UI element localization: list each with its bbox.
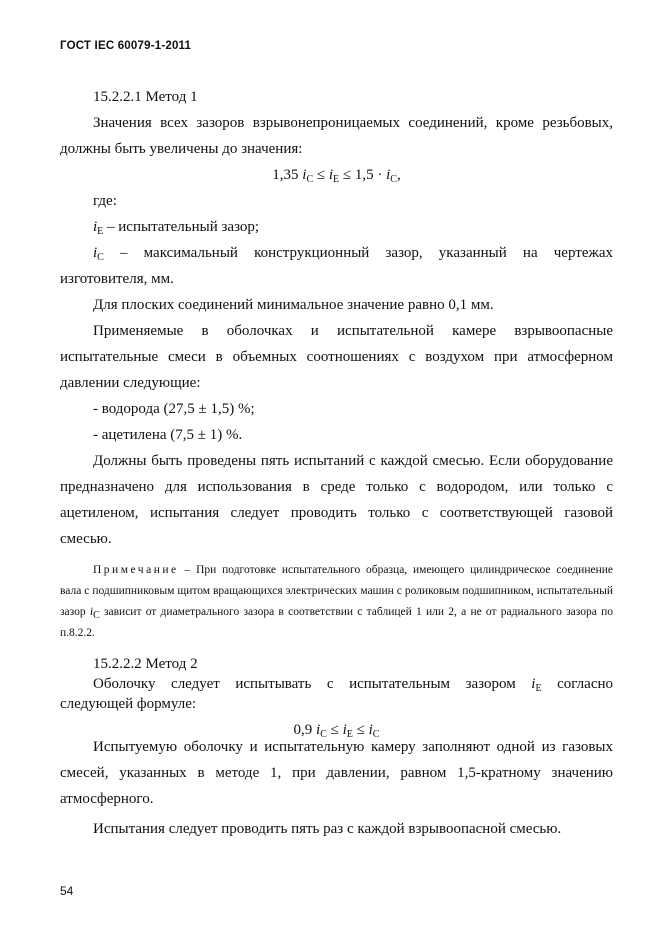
flat-joints-paragraph: Для плоских соединений минимальное значение равно 0,1 мм. bbox=[93, 297, 494, 313]
method-2-intro-cont: следующей формуле: bbox=[60, 696, 197, 712]
method-2-intro: Оболочку следует испытывать с испытательным зазором $i_E$ согласно bbox=[93, 676, 614, 694]
method-2-heading: 15.2.2.2 Метод 2 bbox=[93, 656, 198, 672]
filling-paragraph: Испытуемую оболочку и испытательную камеру заполняют одной из газовых смесей, указанных в методе 1, при давлении, равном 1,5-кратному значению атмосферного. bbox=[60, 739, 613, 807]
formula-method-2: 0,9 $i_C \le i_E \le i_C$ bbox=[293, 722, 380, 740]
method-2-block-cont bbox=[60, 734, 613, 842]
tests-paragraph: Должны быть проведены пять испытаний с каждой смесью. Если оборудование предназначено для использования в среде только с водородом, или только с ацетиленом, испытания следует проводить только с соответствующей газовой смесью. bbox=[60, 453, 613, 547]
hydrogen-item: - водорода (27,5 ± 1,5) %; bbox=[93, 401, 255, 417]
page-number: 54 bbox=[60, 884, 74, 898]
where-label: где: bbox=[93, 193, 117, 209]
formula-method-1: 1,35 $i_C \le i_E \le 1,5 \cdot i_C$, bbox=[272, 167, 401, 185]
acetylene-item: - ацетилена (7,5 ± 1) %. bbox=[93, 427, 243, 443]
method-1-heading: 15.2.2.1 Метод 1 bbox=[93, 89, 198, 105]
definition-construction-gap-cont: изготовителя, мм. bbox=[60, 271, 174, 287]
repeat-tests-paragraph: Испытания следует проводить пять раз с каждой взрывоопасной смесью. bbox=[93, 821, 562, 837]
note-block bbox=[60, 560, 613, 644]
definition-test-gap: $i_E$ – испытательный зазор; bbox=[93, 219, 260, 237]
note-paragraph: Примечание – При подготовке испытательного образца, имеющего цилиндрическое соединение вала с подшипниковым щитом вращающихся электрических машин с роликовым подшипником, испытательный зазор $i_C$ зависит от диаметрального зазора в соответствии с таблицей 1 или 2, а не от радиального зазора по п.8.2.2. bbox=[60, 564, 614, 639]
note-label: Примечание bbox=[93, 564, 179, 576]
document-code-header: ГОСТ IEC 60079-1-2011 bbox=[60, 40, 192, 52]
mixtures-paragraph: Применяемые в оболочках и испытательной камере взрывоопасные испытательные смеси в объемных соотношениях с воздухом при атмосферном давлении следующие: bbox=[60, 323, 613, 391]
gap-values-paragraph: Значения всех зазоров взрывонепроницаемых соединений, кроме резьбовых, должны быть увеличены до значения: bbox=[60, 115, 613, 157]
method-2-block bbox=[60, 654, 613, 740]
definition-construction-gap: $i_C$ – максимальный конструкционный зазор, указанный на чертежах bbox=[93, 245, 613, 263]
method-1-block bbox=[60, 84, 613, 552]
